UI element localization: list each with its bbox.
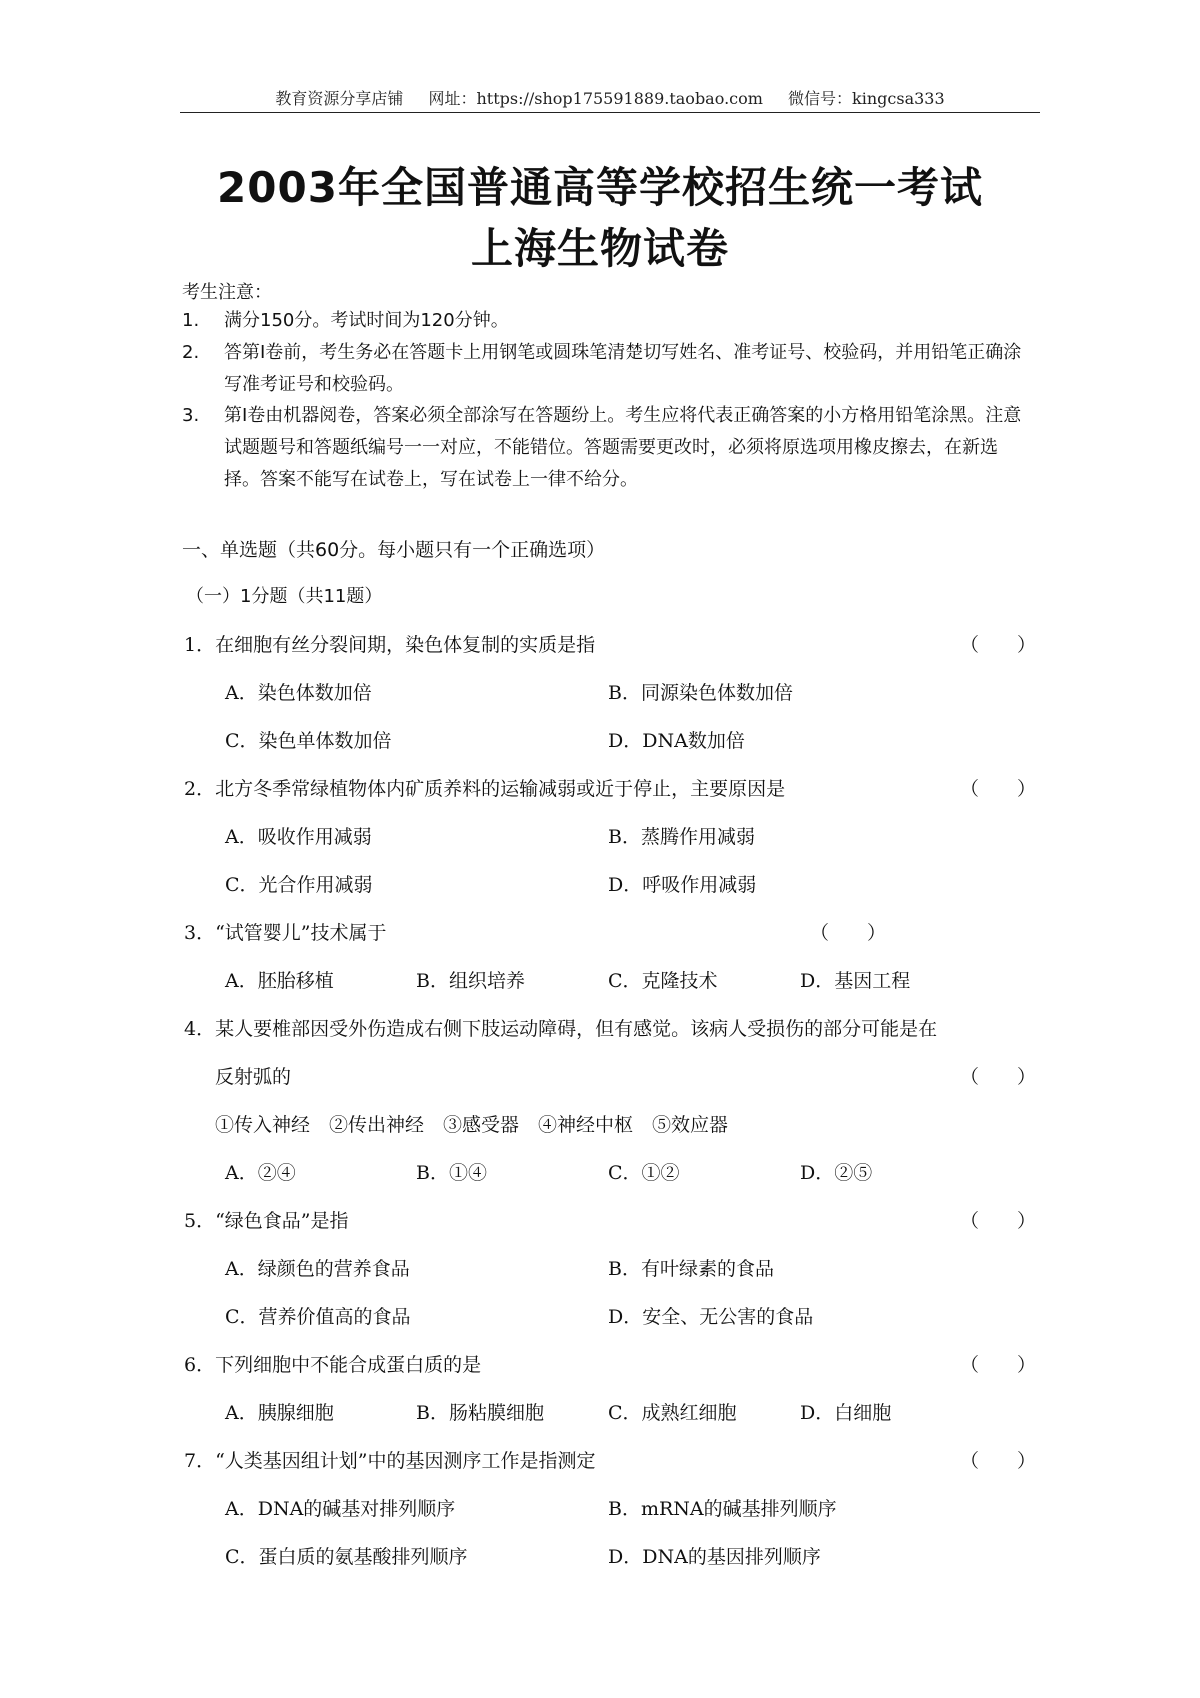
- option-d: D．呼吸作用减弱: [608, 874, 757, 896]
- header-shop: 教育资源分享店铺: [275, 89, 404, 108]
- option-b: B．同源染色体数加倍: [608, 682, 793, 704]
- option-d: D．②⑤: [800, 1162, 873, 1184]
- notice-text: 满分150分。考试时间为120分钟。: [224, 310, 509, 331]
- answer-blank: （ ）: [960, 778, 1037, 800]
- option-c: C．染色单体数加倍: [225, 730, 392, 752]
- option-c: C．成熟红细胞: [608, 1402, 737, 1424]
- option-a: A．绿颜色的营养食品: [225, 1258, 410, 1280]
- notice-number: 3.: [182, 405, 200, 426]
- answer-blank: （ ）: [960, 1354, 1037, 1376]
- notice-number: 1.: [182, 310, 200, 331]
- question-stem: 5．“绿色食品”是指: [184, 1210, 349, 1232]
- option-c: C．营养价值高的食品: [225, 1306, 411, 1328]
- option-a: A．②④: [225, 1162, 296, 1184]
- option-b: B．组织培养: [416, 970, 525, 992]
- answer-blank: （ ）: [960, 1210, 1037, 1232]
- option-c: C．克隆技术: [608, 970, 718, 992]
- answer-blank: （ ）: [960, 1066, 1037, 1088]
- option-a: A．吸收作用减弱: [225, 826, 372, 848]
- question-choices-list: ①传入神经 ②传出神经 ③感受器 ④神经中枢 ⑤效应器: [215, 1114, 729, 1136]
- notice-number: 2.: [182, 342, 200, 363]
- subsection-heading: （一）1分题（共11题）: [186, 586, 383, 607]
- section-heading: 一、单选题（共60分。每小题只有一个正确选项）: [182, 539, 606, 561]
- answer-blank: （ ）: [960, 1450, 1037, 1472]
- question-stem: 3．“试管婴儿”技术属于: [184, 922, 387, 944]
- option-a: A．染色体数加倍: [225, 682, 372, 704]
- header-wechat: 微信号：kingcsa333: [788, 89, 945, 108]
- answer-blank: （ ）: [810, 922, 887, 944]
- notice-item: [182, 305, 1032, 337]
- header-divider: [180, 112, 1040, 113]
- notice-item: [182, 400, 1032, 496]
- option-b: B．mRNA的碱基排列顺序: [608, 1498, 837, 1520]
- question-stem-continued: 反射弧的: [215, 1066, 292, 1088]
- exam-subtitle: 上海生物试卷: [470, 224, 729, 273]
- option-a: A．胰腺细胞: [225, 1402, 334, 1424]
- option-d: D．白细胞: [800, 1402, 892, 1424]
- option-d: D．DNA的基因排列顺序: [608, 1546, 821, 1568]
- option-c: C．光合作用减弱: [225, 874, 373, 896]
- question-stem: 1．在细胞有丝分裂间期，染色体复制的实质是指: [184, 634, 596, 656]
- exam-title: 2003年全国普通高等学校招生统一考试: [217, 163, 983, 212]
- notice-label: 考生注意：: [182, 282, 272, 303]
- question-stem: 6．下列细胞中不能合成蛋白质的是: [184, 1354, 482, 1376]
- option-b: B．有叶绿素的食品: [608, 1258, 774, 1280]
- question-stem: 2．北方冬季常绿植物体内矿质养料的运输减弱或近于停止，主要原因是: [184, 778, 786, 800]
- option-b: B．肠粘膜细胞: [416, 1402, 544, 1424]
- option-b: B．①④: [416, 1162, 487, 1184]
- option-a: A．DNA的碱基对排列顺序: [225, 1498, 456, 1520]
- option-d: D．DNA数加倍: [608, 730, 745, 752]
- header-url: 网址：https://shop175591889.taobao.com: [428, 89, 763, 108]
- option-c: C．蛋白质的氨基酸排列顺序: [225, 1546, 468, 1568]
- notice-text: 答第Ⅰ卷前，考生务必在答题卡上用钢笔或圆珠笔清楚切写姓名、准考证号、校验码，并用铅笔正确涂写准考证号和校验码。: [224, 342, 1022, 395]
- page-header: [180, 86, 1040, 109]
- option-a: A．胚胎移植: [225, 970, 334, 992]
- question-stem: 4．某人要椎部因受外伤造成右侧下肢运动障碍，但有感觉。该病人受损伤的部分可能是在: [184, 1018, 938, 1040]
- notice-item: [182, 337, 1032, 401]
- option-d: D．基因工程: [800, 970, 911, 992]
- option-d: D．安全、无公害的食品: [608, 1306, 814, 1328]
- option-b: B．蒸腾作用减弱: [608, 826, 755, 848]
- option-c: C．①②: [608, 1162, 680, 1184]
- answer-blank: （ ）: [960, 634, 1037, 656]
- question-stem: 7．“人类基因组计划”中的基因测序工作是指测定: [184, 1450, 596, 1472]
- notice-text: 第Ⅰ卷由机器阅卷，答案必须全部涂写在答题纷上。考生应将代表正确答案的小方格用铅笔涂黑。注意试题题号和答题纸编号一一对应，不能错位。答题需要更改时，必须将原选项用橡皮擦去，在新选择。答案不能写在试卷上，写在试卷上一律不给分。: [224, 405, 1022, 490]
